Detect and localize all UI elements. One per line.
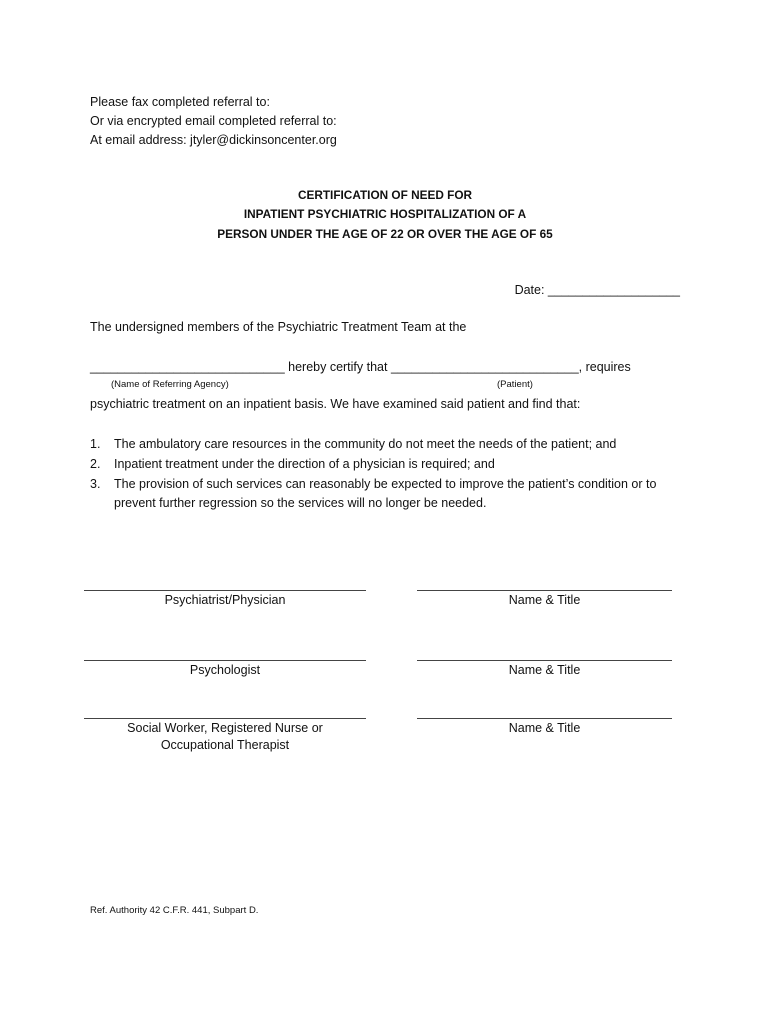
document-title-line-2: INPATIENT PSYCHIATRIC HOSPITALIZATION OF A [243,207,527,221]
referring-agency-label: (Name of Referring Agency) [111,379,229,390]
finding-number: 3. [90,477,101,491]
continuation-text: psychiatric treatment on an inpatient basis. We have examined said patient and find that: [90,397,581,411]
document-title-line-1: CERTIFICATION OF NEED FOR [297,188,473,202]
email-instruction: Or via encrypted email completed referral to: [90,114,337,128]
patient-label: (Patient) [497,379,533,390]
psychiatrist-label: Psychiatrist/Physician [164,593,286,607]
finding-number: 1. [90,437,101,451]
finding-text-continued: prevent further regression so the services will no longer be needed. [114,496,487,510]
fax-instruction: Please fax completed referral to: [90,95,270,109]
signature-line-psychiatrist [84,590,366,591]
email-address: At email address: jtyler@dickinsoncenter.org [90,133,337,147]
finding-text: The provision of such services can reasonably be expected to improve the patient’s condition or to [114,477,657,491]
finding-text: Inpatient treatment under the direction of a physician is required; and [114,457,495,471]
finding-text: The ambulatory care resources in the community do not meet the needs of the patient; and [114,437,617,451]
psychologist-label: Psychologist [189,663,261,677]
name-title-label: Name & Title [508,663,581,677]
name-title-label: Name & Title [508,593,581,607]
certify-line: ____________________________ hereby certify that ___________________________, requires [90,360,631,374]
signature-line-psychologist [84,660,366,661]
regulatory-reference: Ref. Authority 42 C.F.R. 441, Subpart D. [90,905,259,916]
social-worker-label: Social Worker, Registered Nurse or Occupational Therapist [127,721,323,752]
document-title-line-3: PERSON UNDER THE AGE OF 22 OR OVER THE AGE OF 65 [217,227,553,241]
signature-line-name-title [417,718,672,719]
signature-line-social-worker [84,718,366,719]
name-title-label: Name & Title [508,721,581,735]
date-field: Date: ___________________ [514,283,680,297]
intro-text: The undersigned members of the Psychiatric Treatment Team at the [90,320,467,334]
finding-number: 2. [90,457,101,471]
signature-line-name-title [417,590,672,591]
signature-line-name-title [417,660,672,661]
